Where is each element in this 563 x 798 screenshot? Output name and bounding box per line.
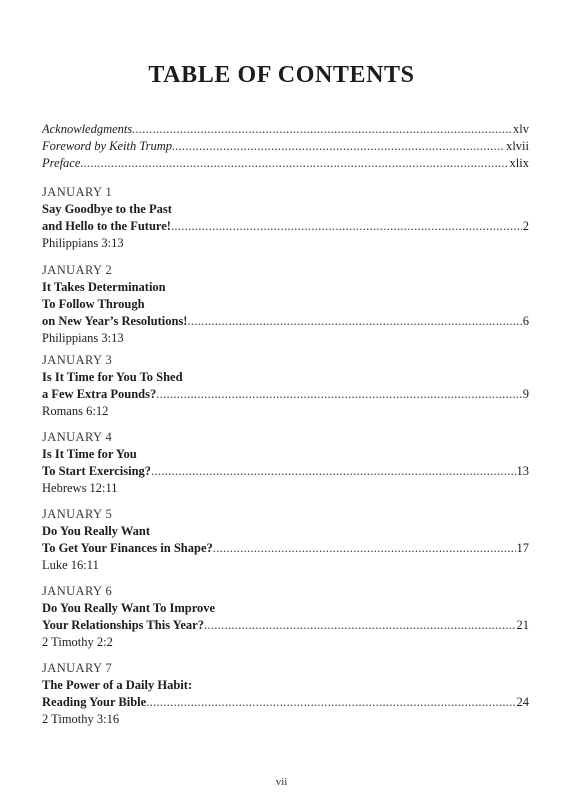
- entry-heading: Do You Really Want To Improve: [42, 601, 216, 615]
- entry-scripture: Hebrews 12:11: [42, 481, 118, 495]
- toc-entry-january-3: [42, 352, 529, 420]
- entry-page-number: 6: [522, 314, 529, 328]
- front-matter-list: [42, 121, 529, 172]
- dot-leader: [213, 540, 516, 557]
- dot-leader: [80, 155, 508, 172]
- entry-heading-last-line: [42, 694, 529, 711]
- entry-scripture: 2 Timothy 2:2: [42, 635, 113, 649]
- entry-date: JANUARY 5: [42, 507, 113, 521]
- entry-scripture: 2 Timothy 3:16: [42, 712, 120, 726]
- entry-heading: Say Goodbye to the Past: [42, 202, 172, 216]
- toc-line-foreword: [42, 138, 529, 155]
- dot-leader: [146, 694, 515, 711]
- toc-line-acknowledgments: [42, 121, 529, 138]
- entry-page-number: 21: [516, 618, 529, 632]
- entry-heading-last-line: [42, 540, 529, 557]
- toc-entry-january-1: [42, 184, 529, 252]
- entry-date: JANUARY 6: [42, 584, 113, 598]
- toc-entry-title: Preface: [42, 156, 81, 170]
- page-number: vii: [275, 776, 288, 788]
- toc-entry-january-6: [42, 583, 529, 651]
- entry-heading-last-line: [42, 463, 529, 480]
- dot-leader: [151, 463, 515, 480]
- dot-leader: [156, 386, 522, 403]
- dot-leader: [132, 121, 512, 138]
- entry-heading-text: and Hello to the Future!: [42, 219, 171, 233]
- toc-page-number: xlvii: [506, 139, 529, 153]
- entry-heading-text: To Get Your Finances in Shape?: [42, 541, 213, 555]
- entry-scripture: Philippians 3:13: [42, 236, 124, 250]
- entry-heading-last-line: [42, 386, 529, 403]
- entry-heading: Do You Really Want: [42, 524, 151, 538]
- entry-heading-text: on New Year’s Resolutions!: [42, 314, 188, 328]
- dot-leader: [187, 313, 521, 330]
- entry-heading-last-line: [42, 313, 529, 330]
- toc-page-number: xlix: [509, 156, 529, 170]
- toc-entry-title: Foreword by Keith Trump: [42, 139, 172, 153]
- toc-entry-january-7: [42, 660, 529, 728]
- entry-heading-last-line: [42, 617, 529, 634]
- entry-date: JANUARY 7: [42, 661, 113, 675]
- dot-leader: [171, 218, 522, 235]
- toc-entry-january-4: [42, 429, 529, 497]
- entry-page-number: 24: [516, 695, 529, 709]
- entry-scripture: Romans 6:12: [42, 404, 109, 418]
- entry-page-number: 17: [516, 541, 529, 555]
- entry-date: JANUARY 1: [42, 185, 113, 199]
- toc-entry-january-2: [42, 262, 529, 347]
- entry-heading: To Follow Through: [42, 297, 145, 311]
- entry-heading-text: a Few Extra Pounds?: [42, 387, 157, 401]
- toc-line-preface: [42, 155, 529, 172]
- entry-heading: The Power of a Daily Habit:: [42, 678, 193, 692]
- page-title: TABLE OF CONTENTS: [148, 62, 415, 88]
- toc-entry-january-5: [42, 506, 529, 574]
- entry-scripture: Philippians 3:13: [42, 331, 124, 345]
- dot-leader: [172, 138, 505, 155]
- entry-heading: It Takes Determination: [42, 280, 166, 294]
- entry-heading-text: Reading Your Bible: [42, 695, 147, 709]
- entry-scripture: Luke 16:11: [42, 558, 99, 572]
- entry-heading: Is It Time for You To Shed: [42, 370, 183, 384]
- entry-page-number: 2: [522, 219, 529, 233]
- toc-page-number: xlv: [513, 122, 529, 136]
- entry-heading-last-line: [42, 218, 529, 235]
- entry-page-number: 9: [522, 387, 529, 401]
- toc-entry-title: Acknowledgments: [42, 122, 133, 136]
- entry-heading: Is It Time for You: [42, 447, 137, 461]
- entry-date: JANUARY 3: [42, 353, 113, 367]
- entry-page-number: 13: [516, 464, 529, 478]
- dot-leader: [204, 617, 516, 634]
- entry-date: JANUARY 4: [42, 430, 113, 444]
- entry-date: JANUARY 2: [42, 263, 113, 277]
- entry-heading-text: Your Relationships This Year?: [42, 618, 204, 632]
- entry-heading-text: To Start Exercising?: [42, 464, 152, 478]
